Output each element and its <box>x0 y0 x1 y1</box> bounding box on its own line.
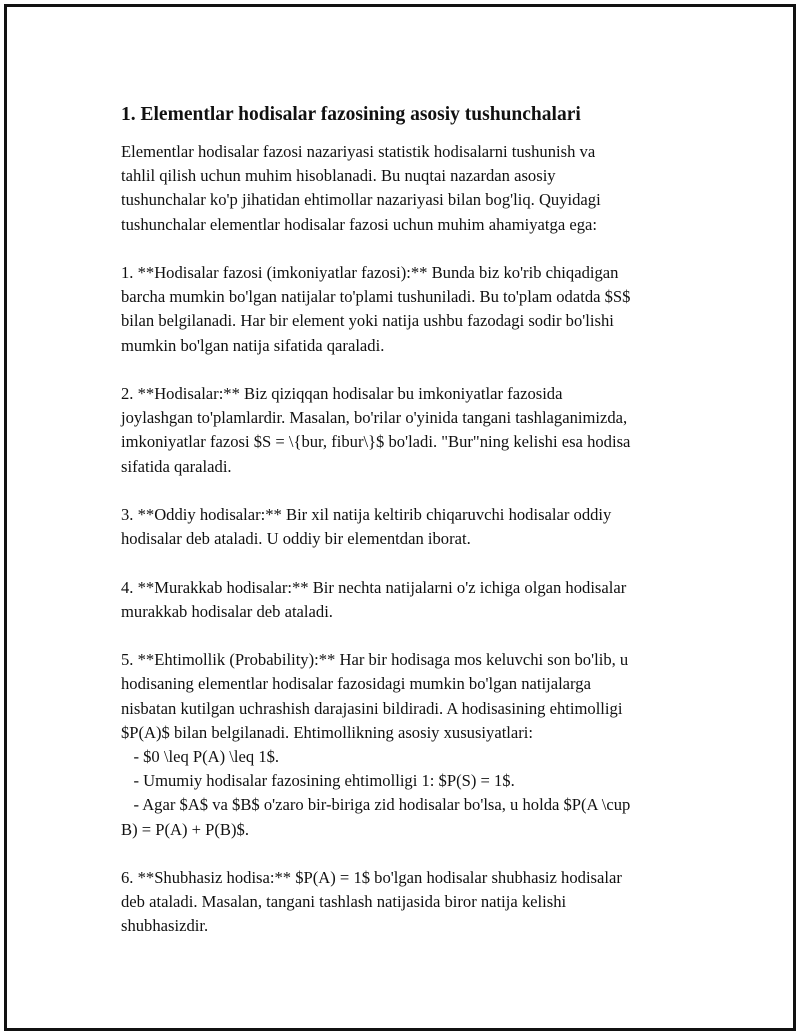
text-line: tushunchalar elementlar hodisalar fazosi uchun muhim ahamiyatga ega: <box>121 214 597 234</box>
text-line: imkoniyatlar fazosi $S = \{bur, fibur\}$ bo'ladi. "Bur"ning kelishi esa hodisa <box>121 432 631 452</box>
text-line: nisbatan kutilgan uchrashish darajasini bildiradi. A hodisasining ehtimolligi <box>121 698 623 718</box>
list-item-1 <box>121 261 701 358</box>
page-frame <box>4 4 796 1031</box>
text-line: tushunchalar ko'p jihatidan ehtimollar nazariyasi bilan bog'liq. Quyidagi <box>121 190 601 210</box>
text-line: 4. **Murakkab hodisalar:** Bir nechta natijalarni o'z ichiga olgan hodisalar <box>121 577 627 597</box>
text-line: $P(A)$ bilan belgilanadi. Ehtimollikning asosiy xususiyatlari: <box>121 722 534 742</box>
text-line: - Agar $A$ va $B$ o'zaro bir-biriga zid hodisalar bo'lsa, u holda $P(A \cup <box>121 795 631 815</box>
paragraph-spacer <box>121 358 701 382</box>
list-item-2 <box>121 382 701 479</box>
text-line: joylashgan to'plamlardir. Masalan, bo'rilar o'yinida tangani tashlaganimizda, <box>121 408 628 428</box>
text-line: Elementlar hodisalar fazosi nazariyasi statistik hodisalarni tushunish va <box>121 142 596 161</box>
text-line: - Umumiy hodisalar fazosining ehtimolligi 1: $P(S) = 1$. <box>121 771 515 791</box>
document-body <box>121 102 701 939</box>
text-line: shubhasizdir. <box>121 916 209 936</box>
paragraph-spacer <box>121 551 701 575</box>
text-line: barcha mumkin bo'lgan natijalar to'plami tushuniladi. Bu to'plam odatda $S$ <box>121 287 631 307</box>
paragraph-spacer <box>121 237 701 261</box>
paragraph-spacer <box>121 842 701 866</box>
list-item-4 <box>121 576 701 624</box>
text-line: 3. **Oddiy hodisalar:** Bir xil natija keltirib chiqaruvchi hodisalar oddiy <box>121 505 612 524</box>
text-line: - $0 \leq P(A) \leq 1$. <box>121 747 280 766</box>
text-line: 1. **Hodisalar fazosi (imkoniyatlar fazosi):** Bunda biz ko'rib chiqadigan <box>121 263 619 282</box>
paragraph-spacer <box>121 624 701 648</box>
text-line: 5. **Ehtimollik (Probability):** Har bir hodisaga mos keluvchi son bo'lib, u <box>121 650 629 670</box>
text-line: sifatida qaraladi. <box>121 456 232 476</box>
text-line: deb ataladi. Masalan, tangani tashlash natijasida biror natija kelishi <box>121 892 567 912</box>
intro-paragraph <box>121 140 701 237</box>
text-line: bilan belgilanadi. Har bir element yoki natija ushbu fazodagi sodir bo'lishi <box>121 311 614 331</box>
text-line: hodisalar deb ataladi. U oddiy bir elementdan iborat. <box>121 529 471 549</box>
text-line: 2. **Hodisalar:** Biz qiziqqan hodisalar bu imkoniyatlar fazosida <box>121 384 563 403</box>
list-item-3 <box>121 503 701 551</box>
text-line: hodisaning elementlar hodisalar fazosidagi mumkin bo'lgan natijalarga <box>121 674 591 694</box>
text-line: B) = P(A) + P(B)$. <box>121 819 249 839</box>
text-line: murakkab hodisalar deb ataladi. <box>121 601 333 621</box>
paragraph-spacer <box>121 479 701 503</box>
text-line: tahlil qilish uchun muhim hisoblanadi. Bu nuqtai nazardan asosiy <box>121 166 556 186</box>
list-item-6 <box>121 866 701 939</box>
text-line: mumkin bo'lgan natija sifatida qaraladi. <box>121 335 385 355</box>
list-item-5 <box>121 648 701 842</box>
text-line: 6. **Shubhasiz hodisa:** $P(A) = 1$ bo'lgan hodisalar shubhasiz hodisalar <box>121 868 622 887</box>
page-title: 1. Elementlar hodisalar fazosining asosiy tushunchalari <box>121 104 581 125</box>
